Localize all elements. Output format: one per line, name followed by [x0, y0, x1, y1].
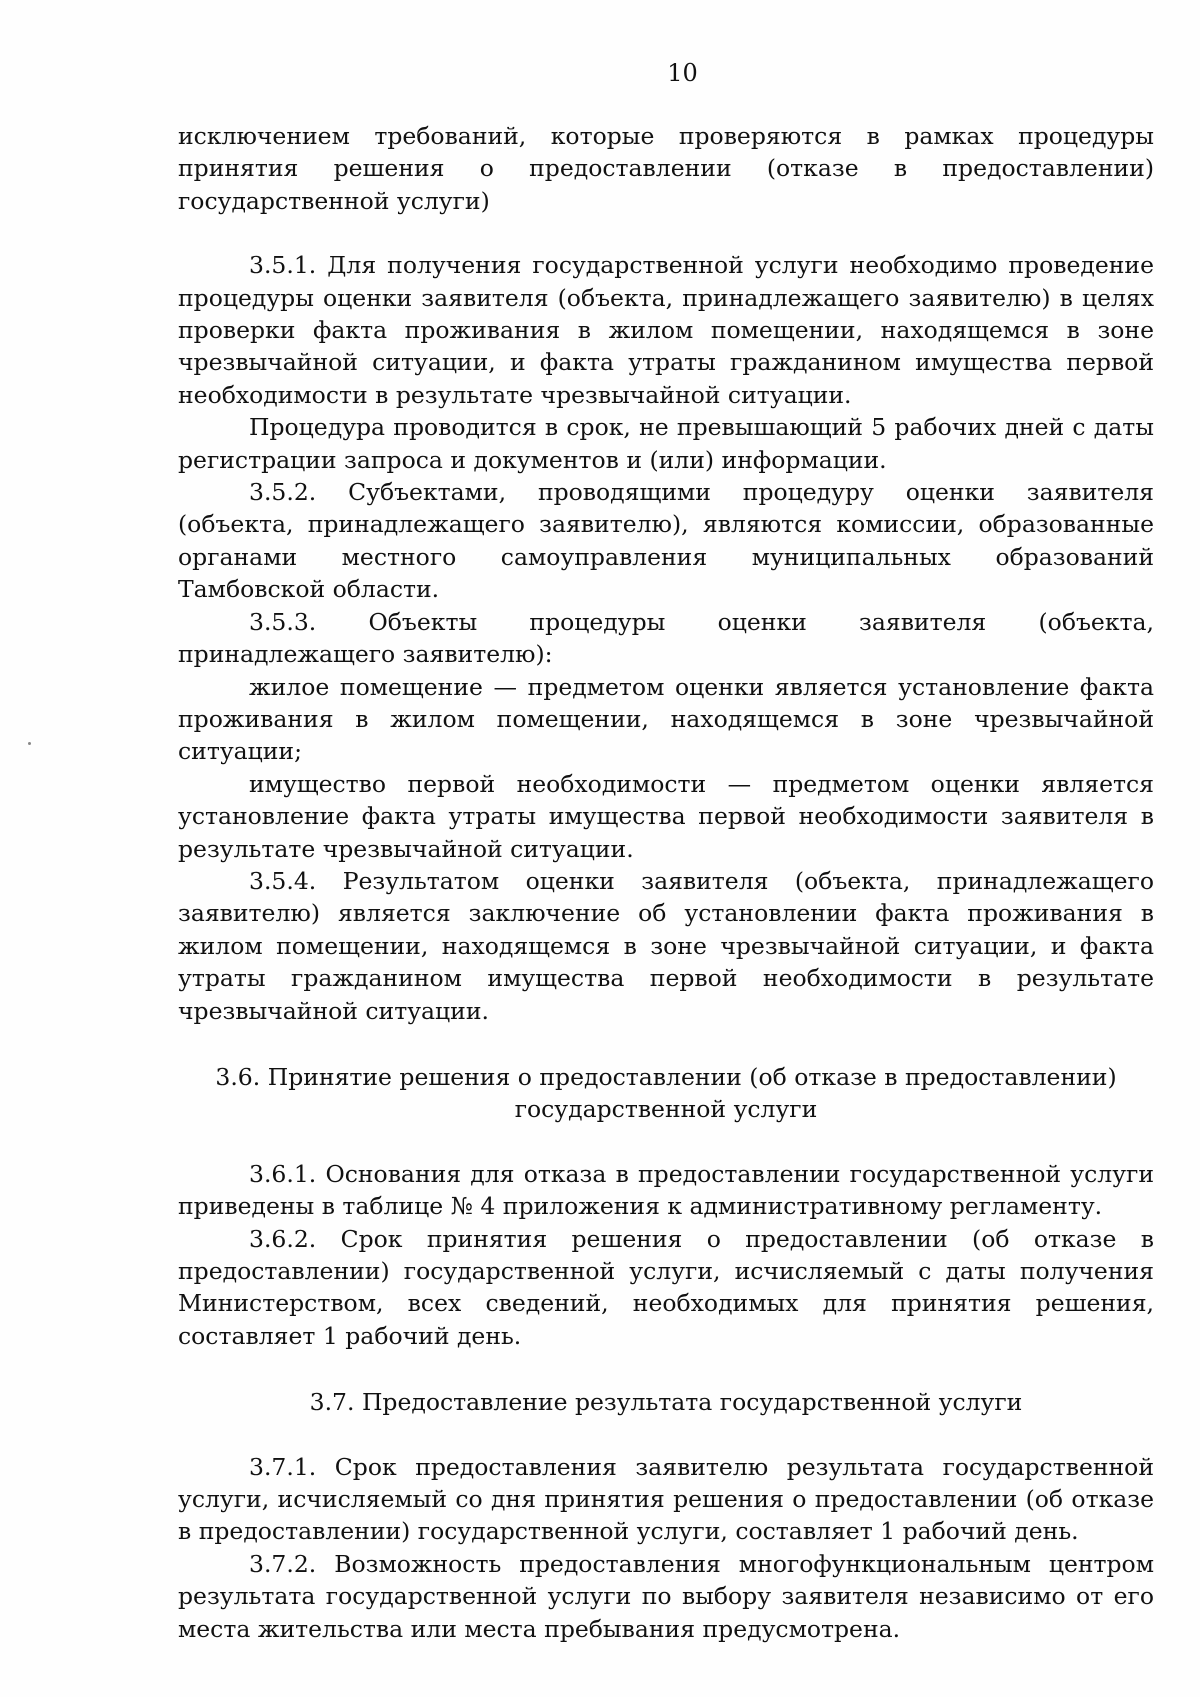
paragraph-continuation: исключением требований, которые проверяются в рамках процедуры принятия решения о предоставлении (отказе в предоставлении) государственной услуги) — [178, 122, 1154, 215]
paragraph-3-7-2: 3.7.2. Возможность предоставления многофункциональным центром результата государственной услуги по выбору заявителя независимо от его места жительства или места пребывания предусмотрена. — [178, 1549, 1154, 1643]
paragraph-procedure-term: Процедура проводится в срок, не превышающий 5 рабочих дней с даты регистрации запроса и документов и (или) информации. — [178, 413, 1154, 474]
paragraph-3-5-2: 3.5.2. Субъектами, проводящими процедуру оценки заявителя (объекта, принадлежащего заявителю), являются комиссии, образованные органами местного самоуправления муниципальных образований Тамбовской области. — [178, 478, 1154, 604]
paragraph-3-7-1: 3.7.1. Срок предоставления заявителю результата государственной услуги, исчисляемый со дня принятия решения о предоставлении (об отказе в предоставлении) государственной услуги, составляет 1 рабочий день. — [178, 1452, 1154, 1546]
paragraph-essential-property: имущество первой необходимости — предметом оценки является установление факта утраты имущества первой необходимости заявителя в результате чрезвычайной ситуации. — [178, 769, 1154, 863]
paragraph-3-6-2: 3.6.2. Срок принятия решения о предоставлении (об отказе в предоставлении) государственной услуги, исчисляемый с даты получения Министерством, всех сведений, необходимых для принятия решения, составляет 1 рабочий день. — [178, 1224, 1154, 1350]
paragraph-3-5-3: 3.5.3. Объекты процедуры оценки заявителя (объекта, принадлежащего заявителю): — [178, 607, 1154, 669]
document-body — [178, 120, 1154, 1645]
paragraph-living-space: жилое помещение — предметом оценки является установление факта проживания в жилом помещении, находящемся в зоне чрезвычайной ситуации; — [178, 672, 1154, 766]
page-number: 10 — [667, 59, 698, 87]
paragraph-3-6-1: 3.6.1. Основания для отказа в предоставлении государственной услуги приведены в таблице № 4 приложения к административному регламенту. — [178, 1159, 1154, 1221]
paragraph-3-5-1: 3.5.1. Для получения государственной услуги необходимо проведение процедуры оценки заявителя (объекта, принадлежащего заявителю) в целях проверки факта проживания в жилом помещении, находящемся в зоне чрезвычайной ситуации, и факта утраты гражданином имущества первой необходимости в результате чрезвычайной ситуации. — [178, 251, 1154, 409]
paragraph-3-5-4: 3.5.4. Результатом оценки заявителя (объекта, принадлежащего заявителю) является заключение об установлении факта проживания в жилом помещении, находящемся в зоне чрезвычайной ситуации, и факта утраты гражданином имущества первой необходимости в результате чрезвычайной ситуации. — [178, 866, 1154, 1025]
section-heading-3-6: 3.6. Принятие решения о предоставлении (об отказе в предоставлении) государственной услуги — [215, 1062, 1117, 1124]
scan-speck — [28, 742, 31, 745]
section-heading-3-7: 3.7. Предоставление результата государственной услуги — [309, 1388, 1023, 1417]
